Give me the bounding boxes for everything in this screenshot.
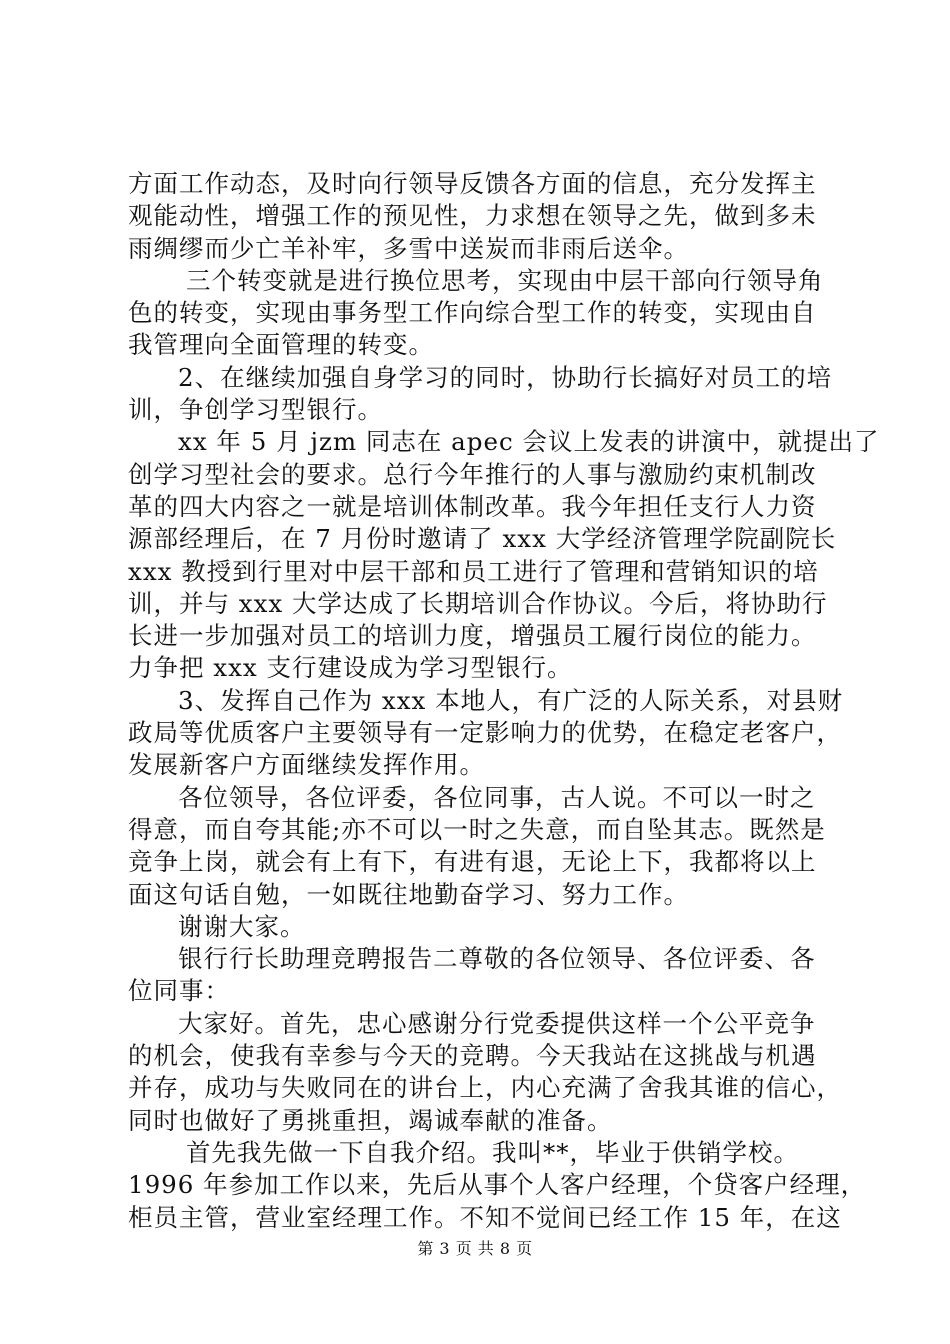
text-line: 训，并与 xxx 大学达成了长期培训合作协议。今后，将协助行 (128, 588, 828, 618)
text-line: 革的四大内容之一就是培训体制改革。我今年担任支行人力资 (128, 491, 817, 521)
text-line: 同时也做好了勇挑重担，竭诚奉献的准备。 (128, 1105, 613, 1135)
text-line: 长进一步加强对员工的培训力度，增强员工履行岗位的能力。 (128, 621, 817, 651)
text-line: 大家好。首先，忠心感谢分行党委提供这样一个公平竞争 (178, 1008, 816, 1038)
text-line: 银行行长助理竞聘报告二尊敬的各位领导、各位评委、各 (178, 944, 816, 974)
text-line: 雨绸缪而少亡羊补牢，多雪中送炭而非雨后送伞。 (128, 233, 689, 263)
text-line: 方面工作动态，及时向行领导反馈各方面的信息，充分发挥主 (128, 169, 817, 198)
text-line: 创学习型社会的要求。总行今年推行的人事与激励约束机制改 (128, 459, 817, 489)
text-line: 色的转变，实现由事务型工作向综合型工作的转变，实现由自 (128, 298, 817, 328)
text-line: 2、在继续加强自身学习的同时，协助行长搞好对员工的培 (178, 362, 833, 392)
text-line: 1996 年参加工作以来，先后从事个人客户经理，个贷客户经理， (128, 1170, 867, 1200)
text-line: 源部经理后，在 7 月份时邀请了 xxx 大学经济管理学院副院长 (128, 524, 837, 554)
text-line: 首先我先做一下自我介绍。我叫**，毕业于供销学校。 (186, 1137, 799, 1167)
text-line: 面这句话自勉，一如既往地勤奋学习、努力工作。 (128, 879, 689, 909)
text-line: 政局等优质客户主要领导有一定影响力的优势，在稳定老客户， (128, 718, 842, 748)
text-line: 发展新客户方面继续发挥作用。 (128, 750, 485, 780)
text-line: 柜员主管，营业室经理工作。不知不觉间已经工作 15 年，在这 (128, 1202, 842, 1232)
text-line: 的机会，使我有幸参与今天的竞聘。今天我站在这挑战与机遇 (128, 1041, 817, 1071)
text-line: 得意，而自夸其能;亦不可以一时之失意，而自坠其志。既然是 (128, 814, 826, 844)
text-line: 力争把 xxx 支行建设成为学习型银行。 (128, 653, 573, 683)
page-number-footer: 第 3 页 共 8 页 (417, 1239, 533, 1258)
text-line: 谢谢大家。 (178, 911, 306, 941)
text-line: xxx 教授到行里对中层干部和员工进行了管理和营销知识的培 (128, 556, 819, 586)
document-body (128, 168, 880, 1234)
text-line: 观能动性，增强工作的预见性，力求想在领导之先，做到多未 (128, 201, 817, 231)
text-line: 并存，成功与失败同在的讲台上，内心充满了舍我其谁的信心， (128, 1073, 842, 1103)
text-line: 训，争创学习型银行。 (128, 395, 383, 425)
text-line: 竞争上岗，就会有上有下，有进有退，无论上下，我都将以上 (128, 847, 817, 877)
text-line: 位同事： (128, 976, 230, 1006)
text-line: 三个转变就是进行换位思考，实现由中层干部向行领导角 (186, 265, 824, 295)
text-line: 各位领导，各位评委，各位同事，古人说。不可以一时之 (178, 782, 816, 812)
text-line: 我管理向全面管理的转变。 (128, 330, 434, 360)
text-line: xx 年 5 月 jzm 同志在 apec 会议上发表的讲演中，就提出了 (178, 427, 880, 457)
text-line: 3、发挥自己作为 xxx 本地人，有广泛的人际关系，对县财 (178, 685, 844, 715)
